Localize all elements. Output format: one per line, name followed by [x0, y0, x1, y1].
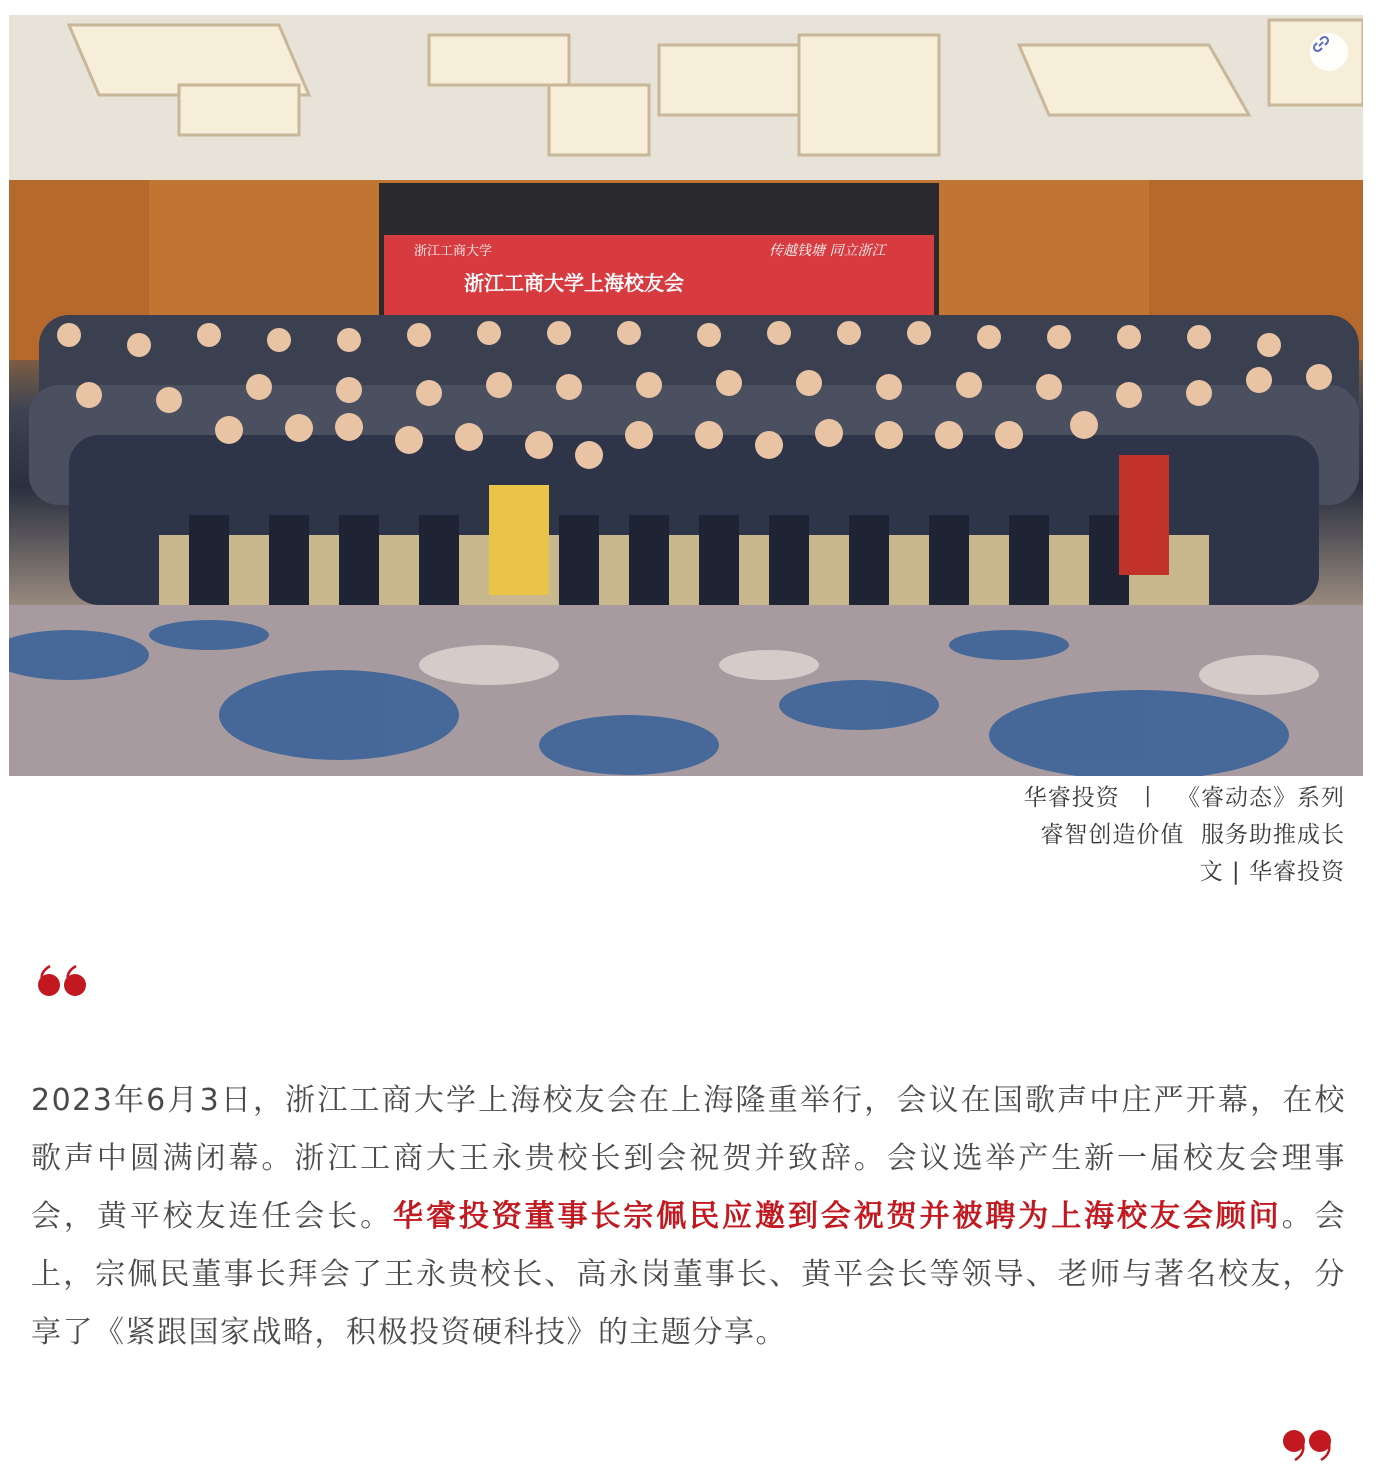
banner-logo-text: 浙江工商大学: [414, 244, 493, 259]
photo-caption: [1024, 780, 1345, 891]
article-highlight: 华睿投资董事长宗佩民应邀到会祝贺并被聘为上海校友会顾问: [393, 1199, 1282, 1234]
article-text-part2: 。会上，宗佩民董事长拜会了王永贵校长、高永岗董事长、黄平会长等领导、老师与著名校友，分享了《紧跟国家战略，积极投资硬科技》的主题分享。: [31, 1199, 1347, 1350]
quote-close-icon: [1281, 1428, 1337, 1468]
group-photo-illustration: [9, 15, 1363, 776]
link-icon-glyph: [1310, 33, 1332, 55]
article-paragraph: [31, 1072, 1346, 1362]
article-text-part1: 2023年6月3日，浙江工商大学上海校友会在上海隆重举行，会议在国歌声中庄严开幕，在校歌声中圆满闭幕。浙江工商大王永贵校长到会祝贺并致辞。会议选举产生新一届校友会理事会，黄平校友连任会长。: [31, 1083, 1346, 1234]
banner-slogan: 传越钱塘 同立浙江: [769, 243, 886, 259]
link-icon[interactable]: [1310, 33, 1348, 71]
caption-series: 华睿投资 丨 《睿动态》系列: [1023, 785, 1345, 811]
caption-author: 文 | 华睿投资: [1199, 859, 1345, 885]
group-photo: [9, 15, 1363, 776]
caption-slogan: 睿智创造价值 服务助推成长: [1040, 822, 1345, 848]
banner-title: 浙江工商大学上海校友会: [464, 271, 684, 295]
quote-open-icon: [36, 958, 92, 998]
